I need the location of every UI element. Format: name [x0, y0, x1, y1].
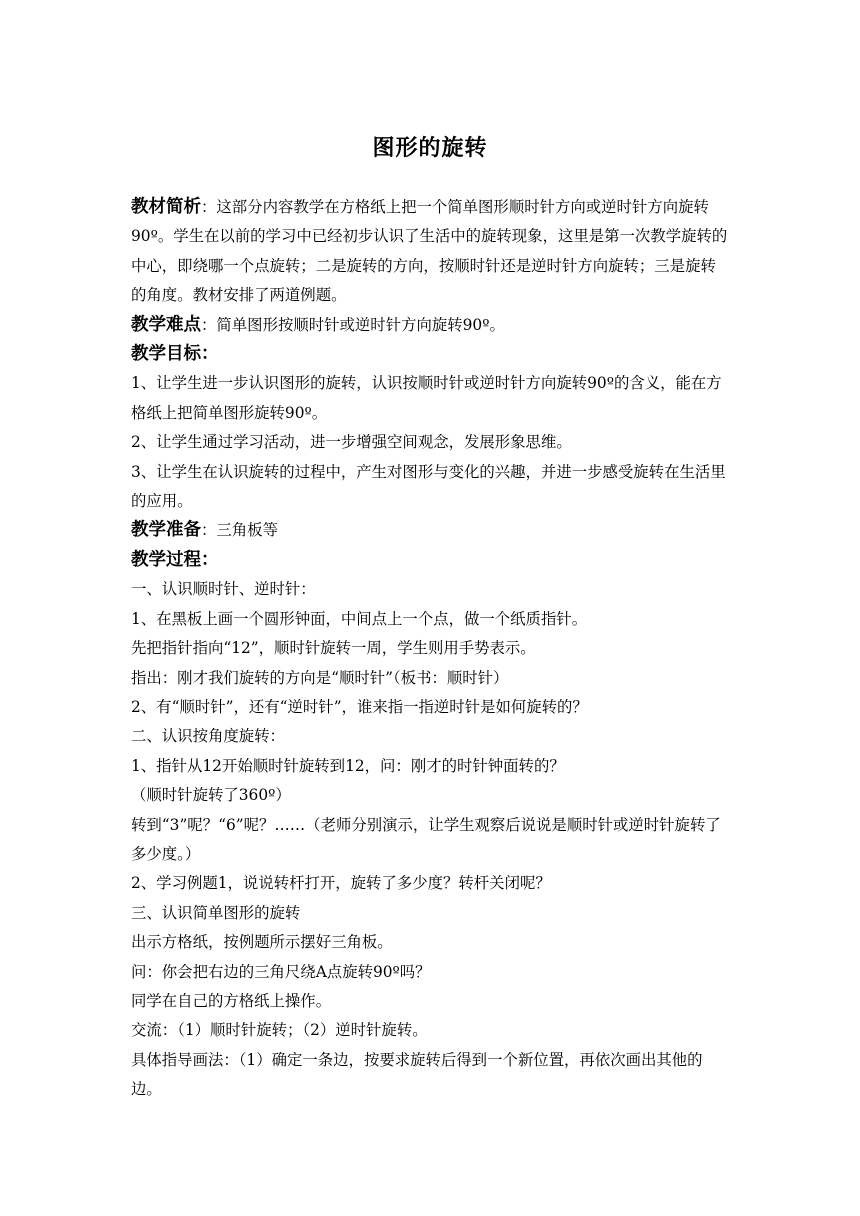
process-line: 转到“3”呢？“6”呢？……（老师分别演示，让学生观察后说说是顺时针或逆时针旋转了多少度。） [131, 815, 721, 863]
process-line: 二、认识按角度旋转： [131, 727, 285, 746]
process-line: 交流：（1）顺时针旋转；（2）逆时针旋转。 [131, 1021, 428, 1040]
process-line: 出示方格纸，按例题所示摆好三角板。 [131, 933, 393, 952]
document-title: 图形的旋转 [372, 136, 488, 161]
document-body [131, 193, 731, 1105]
process-line: 指出：刚才我们旋转的方向是“顺时针”（板书：顺时针） [131, 668, 509, 687]
process-line: 同学在自己的方格纸上操作。 [131, 991, 332, 1010]
process-line: 具体指导画法：（1）确定一条边，按要求旋转后得到一个新位置，再依次画出其他的边。 [131, 1050, 703, 1099]
analysis-text: ：这部分内容教学在方格纸上把一个简单图形顺时针方向或逆时针方向旋转90º。学生在以前的学习中已经初步认识了生活中的旋转现象，这里是第一次教学旋转的中心，即绕哪一个点旋转；二是旋转的方向，按顺时针还是逆时针方向旋转；三是旋转的角度。教材安排了两道例题。 [131, 198, 728, 305]
difficulty-heading: 教学难点 [131, 314, 201, 335]
process-line: 1、指针从12开始顺时针旋转到12，问：刚才的时针钟面转的？ [131, 756, 565, 775]
process-heading: 教学过程： [131, 549, 219, 570]
difficulty-text: ：简单图形按顺时针或逆时针方向旋转90º。 [201, 315, 505, 334]
process-line: 2、学习例题1，说说转杆打开，旋转了多少度？转杆关闭呢？ [131, 874, 551, 893]
analysis-heading: 教材简析 [131, 197, 201, 217]
preparation-text: ：三角板等 [201, 521, 278, 540]
difficulty-paragraph [131, 311, 731, 340]
goal-item-1: 1、让学生进一步认识图形的旋转，认识按顺时针或逆时针方向旋转90º的含义，能在方格纸上把简单图形旋转90º。 [131, 374, 722, 422]
process-line: 问：你会把右边的三角尺绕A点旋转90º吗？ [131, 962, 431, 981]
goal-item-2: 2、让学生通过学习活动，进一步增强空间观念，发展形象思维。 [131, 433, 572, 452]
process-line: 三、认识简单图形的旋转 [131, 903, 301, 922]
preparation-paragraph [131, 516, 731, 545]
goals-heading: 教学目标： [131, 344, 219, 365]
process-line: 1、在黑板上画一个圆形钟面，中间点上一个点，做一个纸质指针。 [131, 609, 588, 628]
analysis-paragraph [131, 193, 731, 311]
process-line: 先把指针指向“12”，顺时针旋转一周，学生则用手势表示。 [131, 639, 536, 658]
process-line: 一、认识顺时针、逆时针： [131, 580, 316, 599]
process-line: （顺时针旋转了360º） [131, 786, 291, 805]
preparation-heading: 教学准备 [131, 520, 201, 541]
goal-item-3: 3、让学生在认识旋转的过程中，产生对图形与变化的兴趣，并进一步感受旋转在生活里的应用。 [131, 462, 726, 511]
process-line: 2、有“顺时针”，还有“逆时针”，谁来指一指逆时针是如何旋转的？ [131, 697, 588, 716]
